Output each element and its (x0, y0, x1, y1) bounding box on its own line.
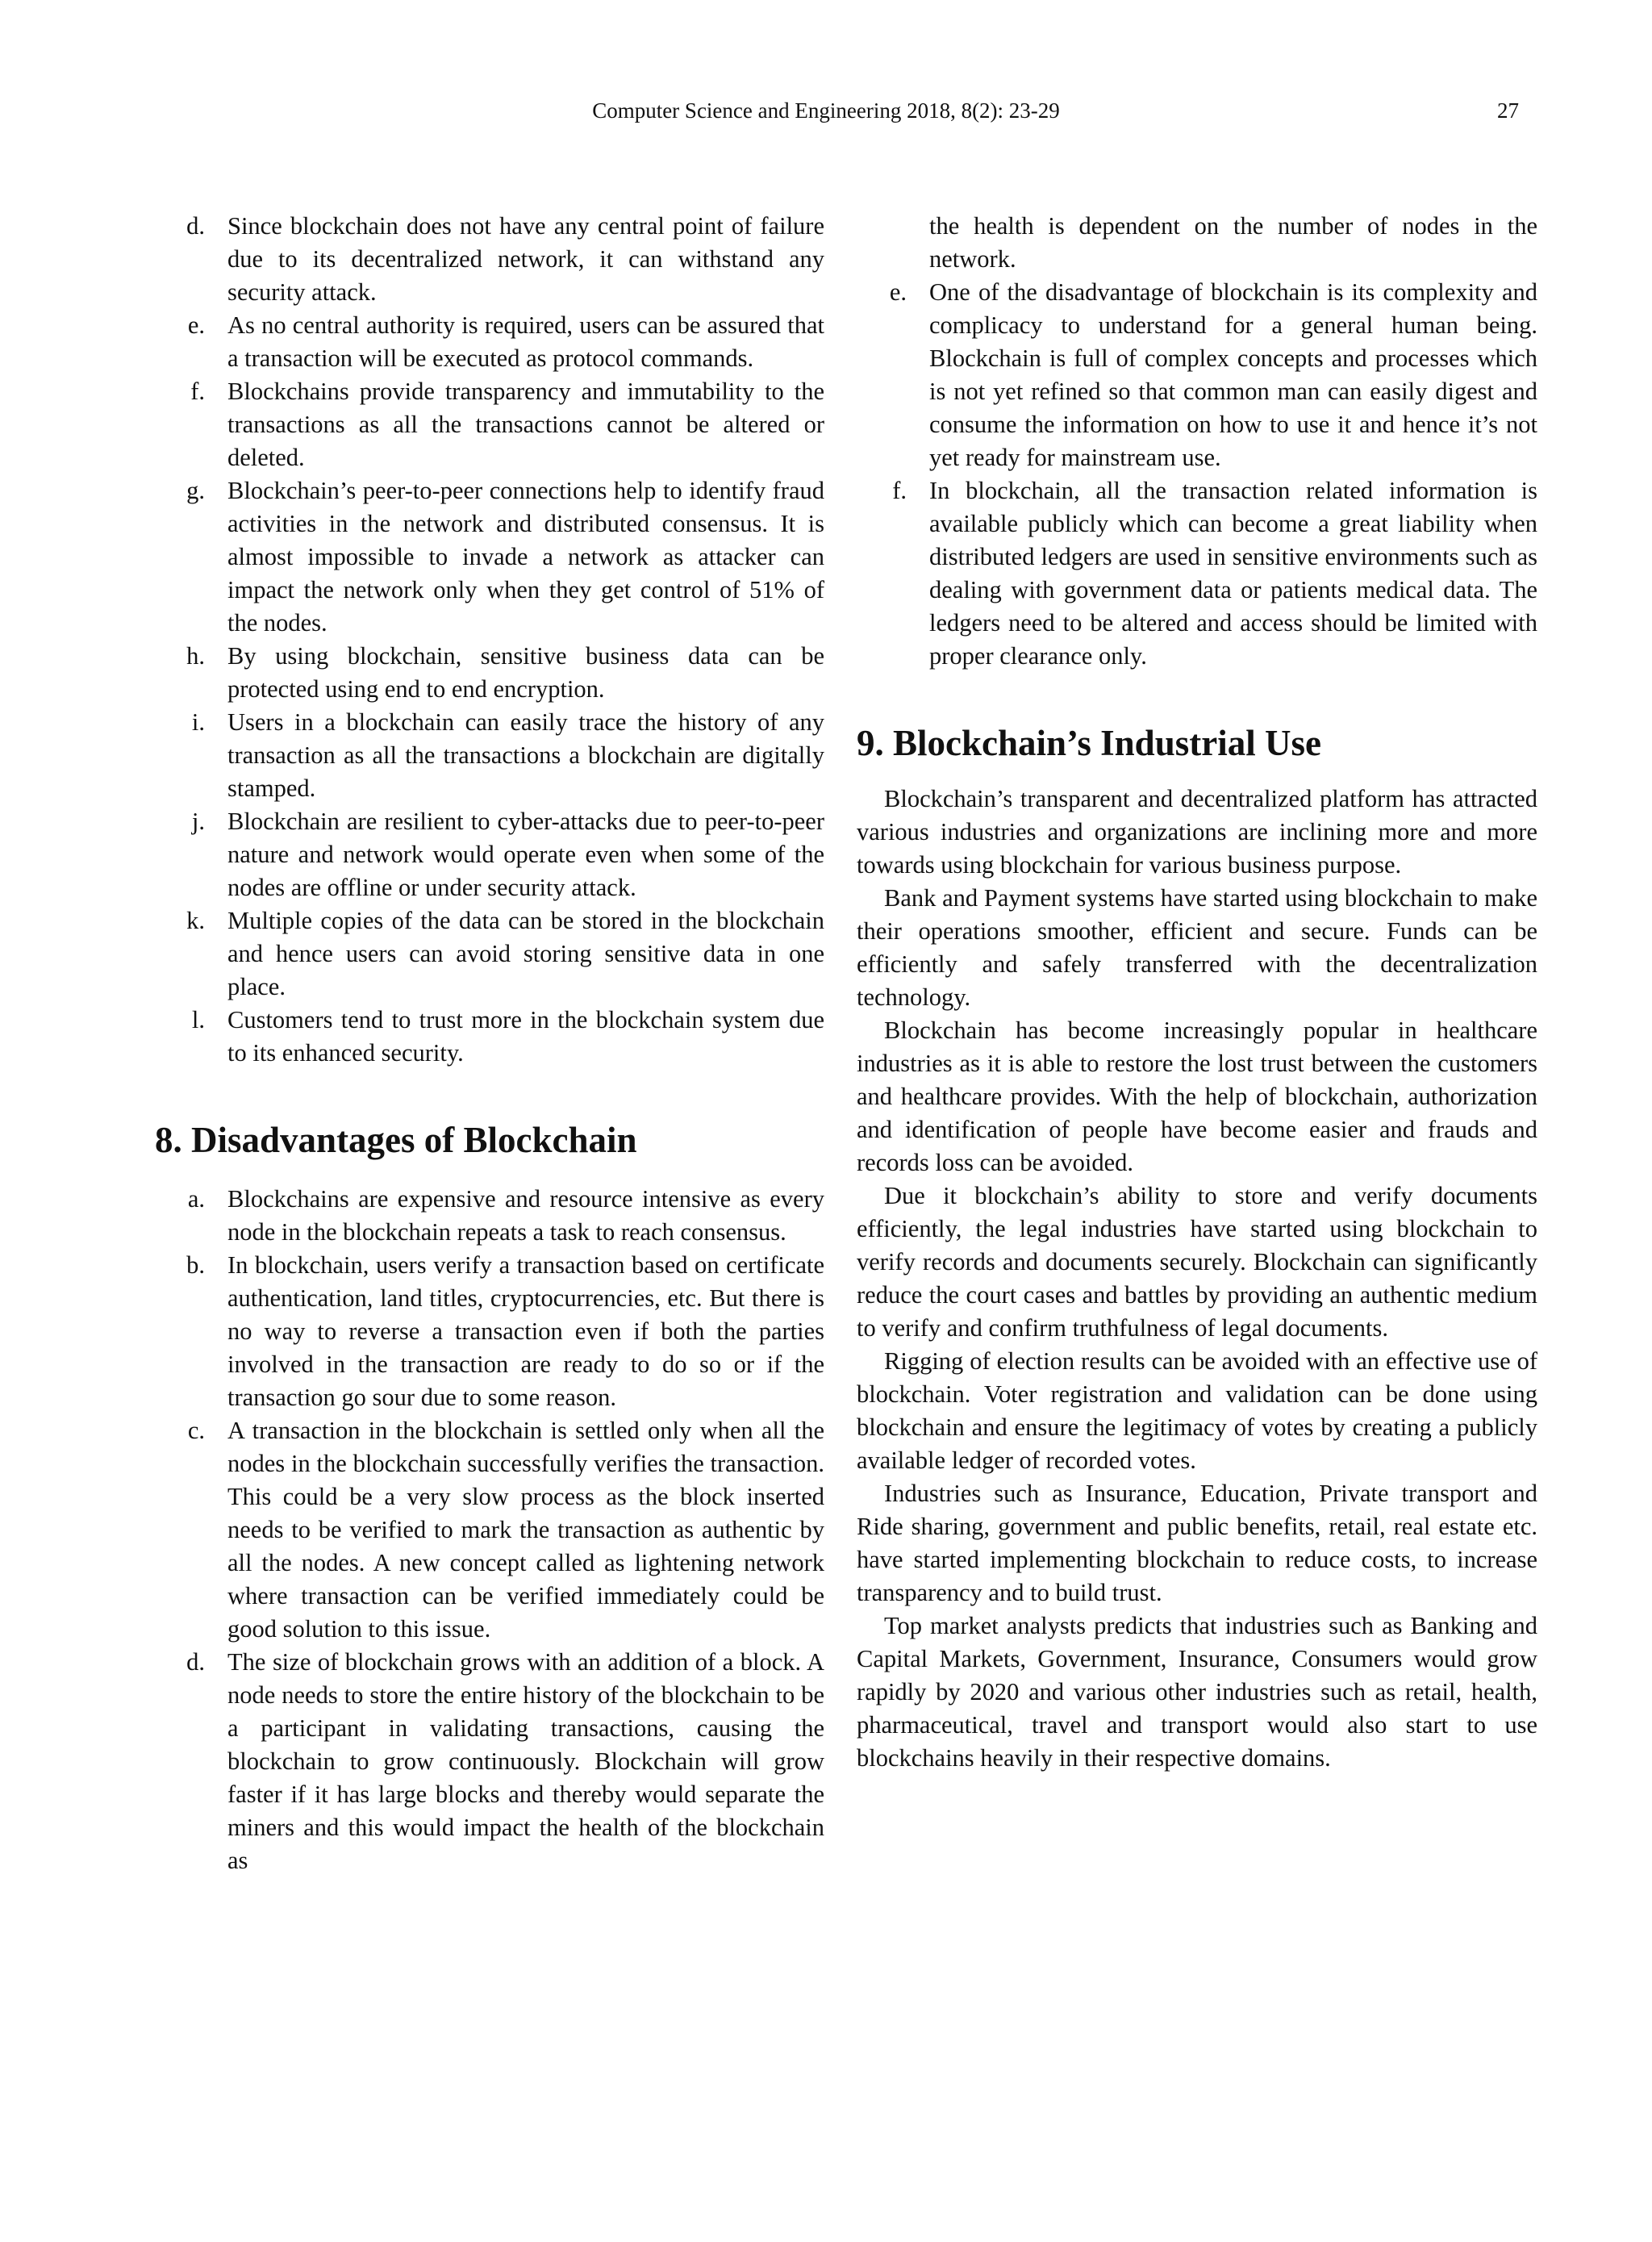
list-item-label: l. (191, 1006, 205, 1033)
paragraph: Bank and Payment systems have started using blockchain to make their operations smoother, efficient and secure. Funds can be efficiently and safely transferred with the decentralization technology. (857, 884, 1537, 1011)
list-item-label: f. (190, 378, 205, 405)
list-item-text: The size of blockchain grows with an addition of a block. A node needs to store the entire history of the blockchain to be a participant in validating transactions, causing the blockchain to grow continuously. Blockchain will grow faster if it has large blocks and thereby would separate the miners and this would impact the health of the blockchain as (227, 1648, 824, 1874)
page-number: 27 (1497, 98, 1519, 123)
list-item (155, 805, 824, 904)
paragraph: Top market analysts predicts that industries such as Banking and Capital Markets, Government, Insurance, Consumers would grow rapidly by 2020 and various other industries such as retail, health, pharmaceutical, travel and transport would also start to use blockchains heavily in their respective domains. (857, 1612, 1537, 1772)
list-item-text: Since blockchain does not have any central point of failure due to its decentralized network, it can withstand any security attack. (227, 212, 824, 306)
list-item-text: As no central authority is required, users can be assured that a transaction will be executed as protocol commands. (227, 311, 824, 372)
list-item-text: In blockchain, all the transaction related information is available publicly which can become a great liability when distributed ledgers are used in sensitive environments such as dealing with government data or patients medical data. The ledgers need to be altered and access should be limited with proper clearance only. (929, 477, 1537, 670)
list-item-label: c. (187, 1417, 205, 1444)
list-item-label: g. (186, 477, 205, 504)
list-item (155, 1183, 824, 1249)
list-item (857, 474, 1537, 673)
list-item (857, 276, 1537, 474)
running-header (0, 98, 1652, 131)
list-item (155, 375, 824, 474)
section-9-heading: 9. Blockchain’s Industrial Use (857, 723, 1321, 763)
list-item (155, 309, 824, 375)
list-item-label: d. (186, 1648, 205, 1676)
list-item (155, 474, 824, 640)
list-item (155, 210, 824, 309)
advantages-list-continued (155, 210, 824, 1070)
disadvantages-list-continued (857, 276, 1537, 673)
list-item-label: h. (186, 642, 205, 670)
list-item-text: Blockchains are expensive and resource intensive as every node in the blockchain repeats a task to reach consensus. (227, 1185, 824, 1246)
paragraph: Industries such as Insurance, Education, Private transport and Ride sharing, government and public benefits, retail, real estate etc. have started implementing blockchain to reduce costs, to increase transparency and to build trust. (857, 1480, 1537, 1606)
list-item (155, 706, 824, 805)
left-column (155, 210, 824, 1877)
list-item-text: One of the disadvantage of blockchain is its complexity and complicacy to understand for a general human being. Blockchain is full of complex concepts and processes which is not yet refined so that common man can easily digest and consume the information on how to use it and hence it’s not yet ready for mainstream use. (929, 278, 1537, 471)
paragraph: Due it blockchain’s ability to store and verify documents efficiently, the legal industries have started using blockchain to verify records and documents securely. Blockchain can significantly reduce the court cases and battles by providing an authentic medium to verify and confirm truthfulness of legal documents. (857, 1182, 1537, 1342)
list-item-text: By using blockchain, sensitive business data can be protected using end to end encryption. (227, 642, 824, 703)
disadvantages-list (155, 1183, 824, 1877)
list-item (155, 1249, 824, 1414)
list-item (155, 1646, 824, 1877)
list-item (155, 1414, 824, 1646)
paragraph: Blockchain has become increasingly popular in healthcare industries as it is able to restore the lost trust between the customers and healthcare provides. With the help of blockchain, authorization and identification of people have become easier and frauds and records loss can be avoided. (857, 1017, 1537, 1176)
list-item-text: Multiple copies of the data can be stored in the blockchain and hence users can avoid storing sensitive data in one place. (227, 907, 824, 1000)
list-item (155, 904, 824, 1004)
list-item-label: d. (186, 212, 205, 240)
list-item-text: Blockchain’s peer-to-peer connections help to identify fraud activities in the network and distributed consensus. It is almost impossible to invade a network as attacker can impact the network only when they get control of 51% of the nodes. (227, 477, 824, 637)
list-item-text: In blockchain, users verify a transaction based on certificate authentication, land titles, cryptocurrencies, etc. But there is no way to reverse a transaction even if both the parties involved in the transaction are ready to do so or if the transaction go sour due to some reason. (227, 1251, 824, 1411)
right-column (857, 210, 1537, 1775)
list-item-label: e. (187, 311, 205, 339)
paragraph: Blockchain’s transparent and decentralized platform has attracted various industries and organizations are inclining more and more towards using blockchain for various business purpose. (857, 785, 1537, 879)
list-item-label: e. (889, 278, 907, 306)
journal-citation: Computer Science and Engineering 2018, 8(2): 23-29 (592, 98, 1060, 123)
list-item-text: A transaction in the blockchain is settled only when all the nodes in the blockchain successfully verifies the transaction. This could be a very slow process as the block inserted needs to be verified to mark the transaction as authentic by all the nodes. A new concept called as lightening network where transaction can be verified immediately could be good solution to this issue. (227, 1417, 824, 1643)
list-item-label: i. (191, 708, 205, 736)
list-item-label: b. (186, 1251, 205, 1279)
list-item-label: f. (892, 477, 907, 504)
list-item-label: k. (186, 907, 205, 934)
paragraph: Rigging of election results can be avoided with an effective use of blockchain. Voter registration and validation can be done using blockchain and ensure the legitimacy of votes by creating a publicly available ledger of recorded votes. (857, 1347, 1537, 1474)
list-item-label: j. (191, 808, 205, 835)
list-item-text: Users in a blockchain can easily trace the history of any transaction as all the transactions a blockchain are digitally stamped. (227, 708, 824, 802)
list-item-text: Blockchain are resilient to cyber-attacks due to peer-to-peer nature and network would operate even when some of the nodes are offline or under security attack. (227, 808, 824, 901)
list-item-continuation: the health is dependent on the number of nodes in the network. (929, 212, 1537, 273)
list-item-text: Blockchains provide transparency and immutability to the transactions as all the transactions cannot be altered or deleted. (227, 378, 824, 471)
list-item-label: a. (187, 1185, 205, 1213)
list-item-text: Customers tend to trust more in the blockchain system due to its enhanced security. (227, 1006, 824, 1067)
section-8-heading: 8. Disadvantages of Blockchain (155, 1120, 637, 1160)
list-item (155, 1004, 824, 1070)
list-item (155, 640, 824, 706)
